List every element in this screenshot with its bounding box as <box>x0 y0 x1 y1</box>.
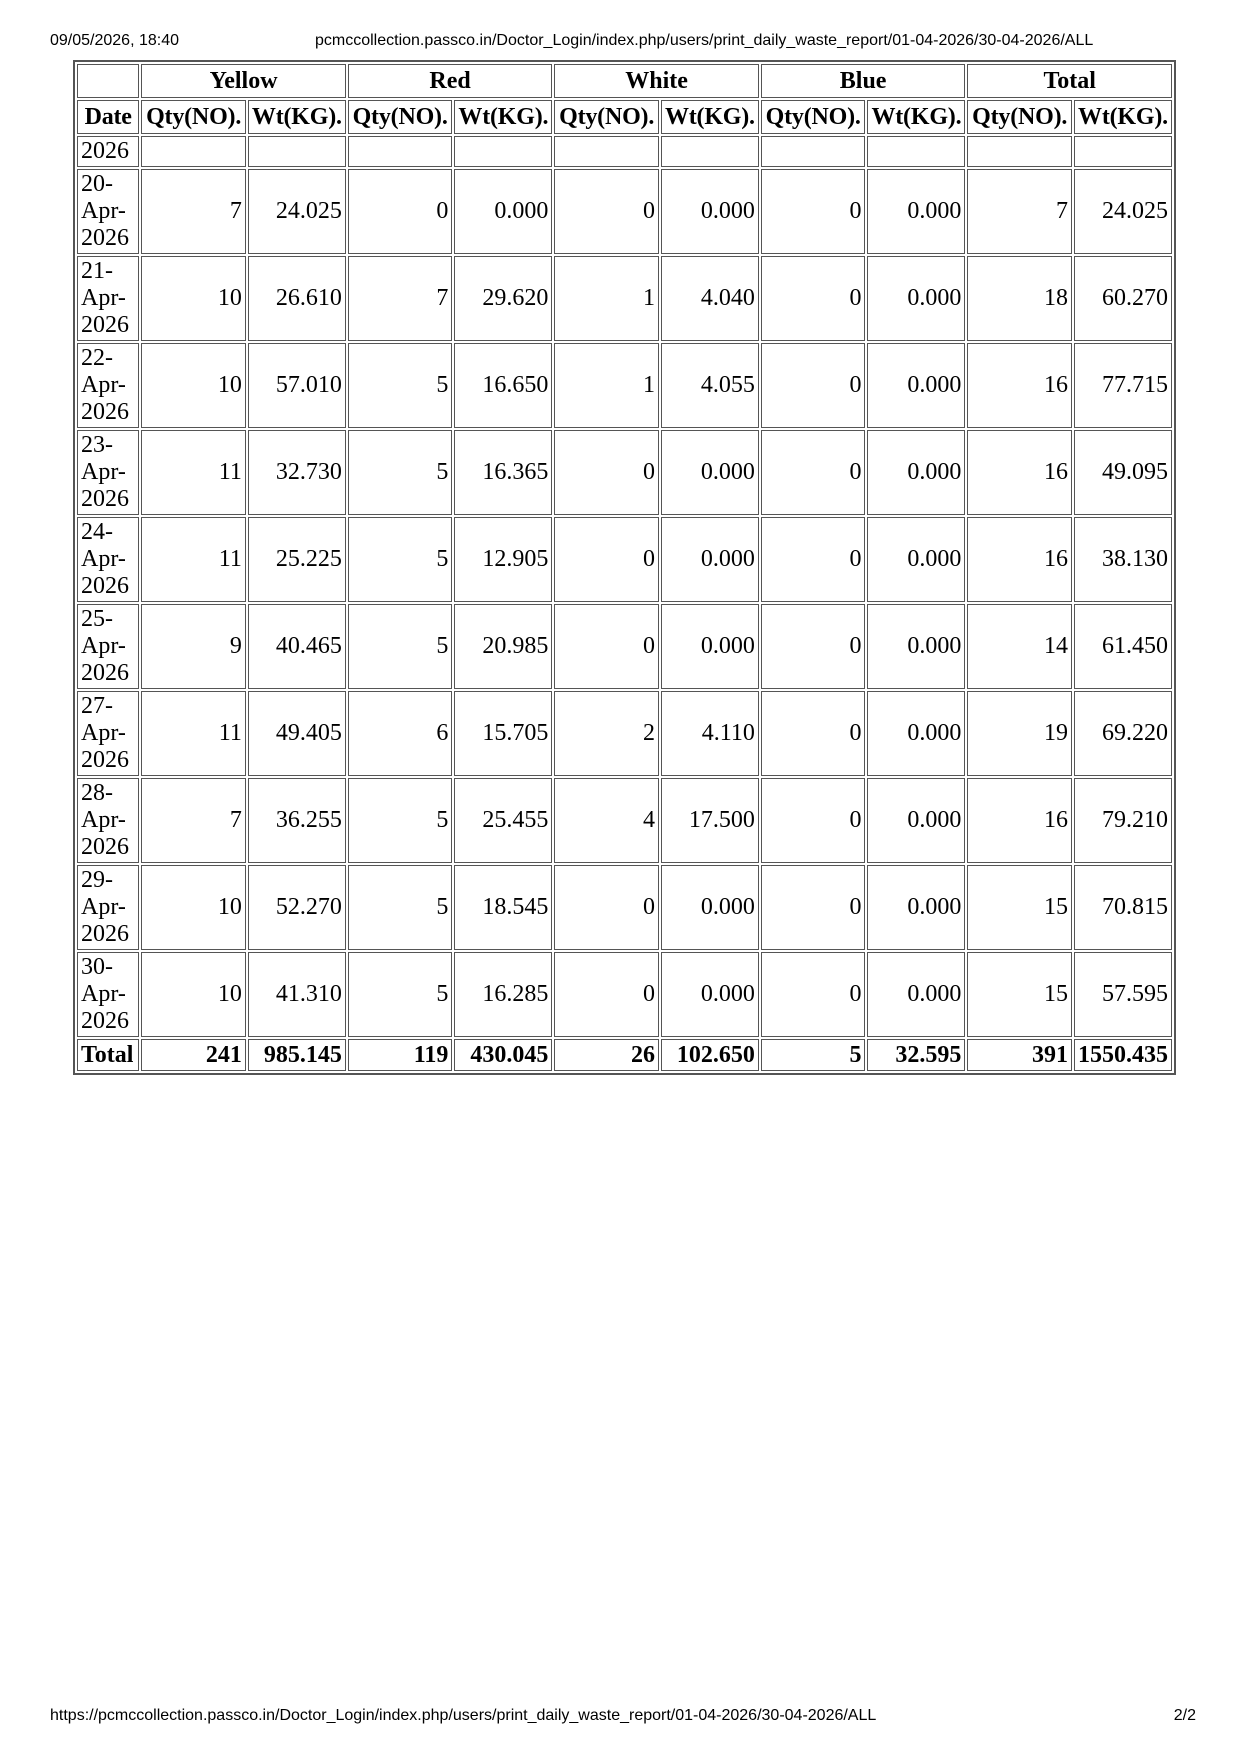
table-cell: 0.000 <box>454 169 552 254</box>
table-cell: 15.705 <box>454 691 552 776</box>
date-cell-line: 21- <box>81 258 113 284</box>
date-cell <box>77 430 139 515</box>
table-cell: 18.545 <box>454 865 552 950</box>
date-cell-line: Apr- <box>81 546 126 572</box>
date-cell <box>77 952 139 1037</box>
wt-column-header: Wt(KG). <box>1074 100 1172 134</box>
table-cell: 0.000 <box>867 343 965 428</box>
table-cell: 11 <box>141 691 246 776</box>
print-footer-page-number: 2/2 <box>1173 1707 1196 1724</box>
group-header-row <box>77 64 1172 98</box>
table-cell: 60.270 <box>1074 256 1172 341</box>
table-cell: 16 <box>967 778 1072 863</box>
table-row <box>77 343 1172 428</box>
date-cell-line: Apr- <box>81 372 126 398</box>
total-cell: 32.595 <box>867 1039 965 1071</box>
table-cell: 0 <box>761 430 866 515</box>
table-cell: 7 <box>141 778 246 863</box>
table-cell: 29.620 <box>454 256 552 341</box>
wt-column-header: Wt(KG). <box>454 100 552 134</box>
table-cell: 18 <box>967 256 1072 341</box>
qty-column-header: Qty(NO). <box>761 100 866 134</box>
table-cell: 26.610 <box>248 256 346 341</box>
table-cell: 0.000 <box>867 952 965 1037</box>
table-cell <box>248 136 346 167</box>
table-row <box>77 517 1172 602</box>
table-cell: 0 <box>554 604 659 689</box>
total-row <box>77 1039 1172 1071</box>
table-cell: 0.000 <box>867 604 965 689</box>
date-cell <box>77 517 139 602</box>
date-cell-line: 2026 <box>81 486 129 512</box>
table-cell: 16.285 <box>454 952 552 1037</box>
date-cell-line: 28- <box>81 780 113 806</box>
table-cell: 19 <box>967 691 1072 776</box>
table-cell: 70.815 <box>1074 865 1172 950</box>
table-cell: 0.000 <box>867 169 965 254</box>
table-cell: 5 <box>348 343 453 428</box>
table-cell: 49.095 <box>1074 430 1172 515</box>
print-footer-url: https://pcmccollection.passco.in/Doctor_Login/index.php/users/print_daily_waste_report/01-04-2026/30-04-2026/ALL <box>50 1707 877 1724</box>
table-cell: 24.025 <box>248 169 346 254</box>
table-cell: 9 <box>141 604 246 689</box>
table-cell: 40.465 <box>248 604 346 689</box>
date-cell-line: Apr- <box>81 981 126 1007</box>
table-cell: 16.365 <box>454 430 552 515</box>
daily-waste-report-table <box>73 60 1176 1075</box>
table-cell <box>348 136 453 167</box>
table-row <box>77 778 1172 863</box>
table-cell <box>761 136 866 167</box>
table-cell: 11 <box>141 517 246 602</box>
table-cell: 16 <box>967 517 1072 602</box>
date-cell-line: 2026 <box>81 312 129 338</box>
date-cell <box>77 169 139 254</box>
total-cell: 119 <box>348 1039 453 1071</box>
date-cell <box>77 256 139 341</box>
date-cell-line: 2026 <box>81 834 129 860</box>
table-cell: 0 <box>761 952 866 1037</box>
date-cell-line: 27- <box>81 693 113 719</box>
table-cell: 0.000 <box>661 430 759 515</box>
table-cell: 0 <box>761 865 866 950</box>
table-cell: 7 <box>348 256 453 341</box>
table-row <box>77 865 1172 950</box>
group-header-blue: Blue <box>761 64 966 98</box>
date-cell-line: 20- <box>81 171 113 197</box>
total-row-label: Total <box>77 1039 139 1071</box>
date-cell-line: 2026 <box>81 747 129 773</box>
date-cell-line: 2026 <box>81 660 129 686</box>
table-cell: 36.255 <box>248 778 346 863</box>
table-cell: 38.130 <box>1074 517 1172 602</box>
table-cell: 52.270 <box>248 865 346 950</box>
group-header-red: Red <box>348 64 553 98</box>
table-cell: 0.000 <box>867 865 965 950</box>
table-cell: 0 <box>761 256 866 341</box>
table-cell: 10 <box>141 256 246 341</box>
table-cell: 7 <box>141 169 246 254</box>
table-cell <box>967 136 1072 167</box>
date-cell-line: 22- <box>81 345 113 371</box>
table-row <box>77 691 1172 776</box>
date-cell-line: 29- <box>81 867 113 893</box>
table-cell: 24.025 <box>1074 169 1172 254</box>
date-cell-line: 30- <box>81 954 113 980</box>
table-cell: 11 <box>141 430 246 515</box>
date-cell <box>77 865 139 950</box>
table-cell: 57.595 <box>1074 952 1172 1037</box>
date-cell-line: 25- <box>81 606 113 632</box>
table-cell: 10 <box>141 343 246 428</box>
qty-column-header: Qty(NO). <box>348 100 453 134</box>
table-row <box>77 430 1172 515</box>
table-cell: 57.010 <box>248 343 346 428</box>
date-cell-line: 2026 <box>81 225 129 251</box>
table-body <box>77 136 1172 1037</box>
table-cell: 25.455 <box>454 778 552 863</box>
table-cell: 5 <box>348 865 453 950</box>
table-cell: 14 <box>967 604 1072 689</box>
date-cell-line: Apr- <box>81 720 126 746</box>
print-header-url: pcmccollection.passco.in/Doctor_Login/index.php/users/print_daily_waste_report/01-04-2026/30-04-2026/ALL <box>315 32 1094 49</box>
table-cell: 1 <box>554 256 659 341</box>
table-cell: 10 <box>141 952 246 1037</box>
table-cell: 15 <box>967 865 1072 950</box>
table-cell <box>661 136 759 167</box>
table-cell: 17.500 <box>661 778 759 863</box>
date-cell-line: 2026 <box>81 1008 129 1034</box>
table-row <box>77 604 1172 689</box>
qty-column-header: Qty(NO). <box>967 100 1072 134</box>
table-cell: 10 <box>141 865 246 950</box>
table-cell: 0.000 <box>661 604 759 689</box>
qty-column-header: Qty(NO). <box>141 100 246 134</box>
table-row <box>77 256 1172 341</box>
total-cell: 102.650 <box>661 1039 759 1071</box>
table-cell: 6 <box>348 691 453 776</box>
table-cell <box>141 136 246 167</box>
table-cell: 0 <box>761 691 866 776</box>
date-column-header: Date <box>77 100 139 134</box>
date-cell-line: 2026 <box>81 921 129 947</box>
table-row-partial <box>77 136 1172 167</box>
table-cell: 0 <box>761 517 866 602</box>
table-cell: 20.985 <box>454 604 552 689</box>
table-cell: 0 <box>761 604 866 689</box>
table-cell <box>454 136 552 167</box>
table-cell: 5 <box>348 778 453 863</box>
table-cell: 12.905 <box>454 517 552 602</box>
table-cell: 0.000 <box>661 169 759 254</box>
table-cell: 0 <box>761 778 866 863</box>
table-cell: 4.110 <box>661 691 759 776</box>
table-cell: 4.040 <box>661 256 759 341</box>
date-cell: 2026 <box>77 136 139 167</box>
table-cell: 0 <box>761 343 866 428</box>
date-cell-line: 24- <box>81 519 113 545</box>
table-cell: 15 <box>967 952 1072 1037</box>
table-cell: 16.650 <box>454 343 552 428</box>
date-cell <box>77 778 139 863</box>
print-header-datetime: 09/05/2026, 18:40 <box>50 32 180 49</box>
date-cell-line: Apr- <box>81 285 126 311</box>
table-cell: 0 <box>554 430 659 515</box>
table-cell: 77.715 <box>1074 343 1172 428</box>
date-cell <box>77 343 139 428</box>
table-cell: 0 <box>554 865 659 950</box>
table-cell: 61.450 <box>1074 604 1172 689</box>
wt-column-header: Wt(KG). <box>661 100 759 134</box>
table-cell <box>867 136 965 167</box>
total-cell: 430.045 <box>454 1039 552 1071</box>
table-cell: 5 <box>348 952 453 1037</box>
table-cell: 5 <box>348 430 453 515</box>
table-cell: 16 <box>967 430 1072 515</box>
date-cell-line: 23- <box>81 432 113 458</box>
date-cell-line: Apr- <box>81 807 126 833</box>
wt-column-header: Wt(KG). <box>248 100 346 134</box>
date-cell-line: Apr- <box>81 633 126 659</box>
table-cell: 0.000 <box>867 430 965 515</box>
table-cell: 41.310 <box>248 952 346 1037</box>
table-cell: 0 <box>554 952 659 1037</box>
table-cell: 0 <box>761 169 866 254</box>
total-cell: 985.145 <box>248 1039 346 1071</box>
date-cell-line: Apr- <box>81 894 126 920</box>
table-cell: 0 <box>554 169 659 254</box>
wt-column-header: Wt(KG). <box>867 100 965 134</box>
date-cell-line: Apr- <box>81 198 126 224</box>
total-cell: 391 <box>967 1039 1072 1071</box>
table-cell: 4 <box>554 778 659 863</box>
table-cell: 0.000 <box>661 517 759 602</box>
table-cell: 1 <box>554 343 659 428</box>
table-cell: 5 <box>348 517 453 602</box>
date-cell <box>77 604 139 689</box>
group-header-yellow: Yellow <box>141 64 346 98</box>
date-cell-line: 2026 <box>81 573 129 599</box>
table-cell: 0.000 <box>661 865 759 950</box>
table-cell: 49.405 <box>248 691 346 776</box>
table-cell: 0.000 <box>867 256 965 341</box>
table-cell <box>554 136 659 167</box>
table-cell: 0.000 <box>867 778 965 863</box>
group-header-white: White <box>554 64 759 98</box>
total-cell: 26 <box>554 1039 659 1071</box>
total-cell: 241 <box>141 1039 246 1071</box>
table-cell: 79.210 <box>1074 778 1172 863</box>
column-header-row <box>77 100 1172 134</box>
qty-column-header: Qty(NO). <box>554 100 659 134</box>
corner-cell <box>77 64 139 98</box>
table-cell: 5 <box>348 604 453 689</box>
table-cell: 25.225 <box>248 517 346 602</box>
table-cell: 2 <box>554 691 659 776</box>
table-cell: 16 <box>967 343 1072 428</box>
total-cell: 1550.435 <box>1074 1039 1172 1071</box>
table-cell: 7 <box>967 169 1072 254</box>
group-header-total: Total <box>967 64 1172 98</box>
table-cell: 0.000 <box>867 691 965 776</box>
date-cell-line: Apr- <box>81 459 126 485</box>
date-cell <box>77 691 139 776</box>
table-cell: 0 <box>554 517 659 602</box>
table-cell: 0.000 <box>661 952 759 1037</box>
total-cell: 5 <box>761 1039 866 1071</box>
table-cell: 69.220 <box>1074 691 1172 776</box>
table-row <box>77 952 1172 1037</box>
table-cell <box>1074 136 1172 167</box>
table-cell: 0 <box>348 169 453 254</box>
table-cell: 4.055 <box>661 343 759 428</box>
table-cell: 0.000 <box>867 517 965 602</box>
table-row <box>77 169 1172 254</box>
date-cell-line: 2026 <box>81 399 129 425</box>
table-cell: 32.730 <box>248 430 346 515</box>
